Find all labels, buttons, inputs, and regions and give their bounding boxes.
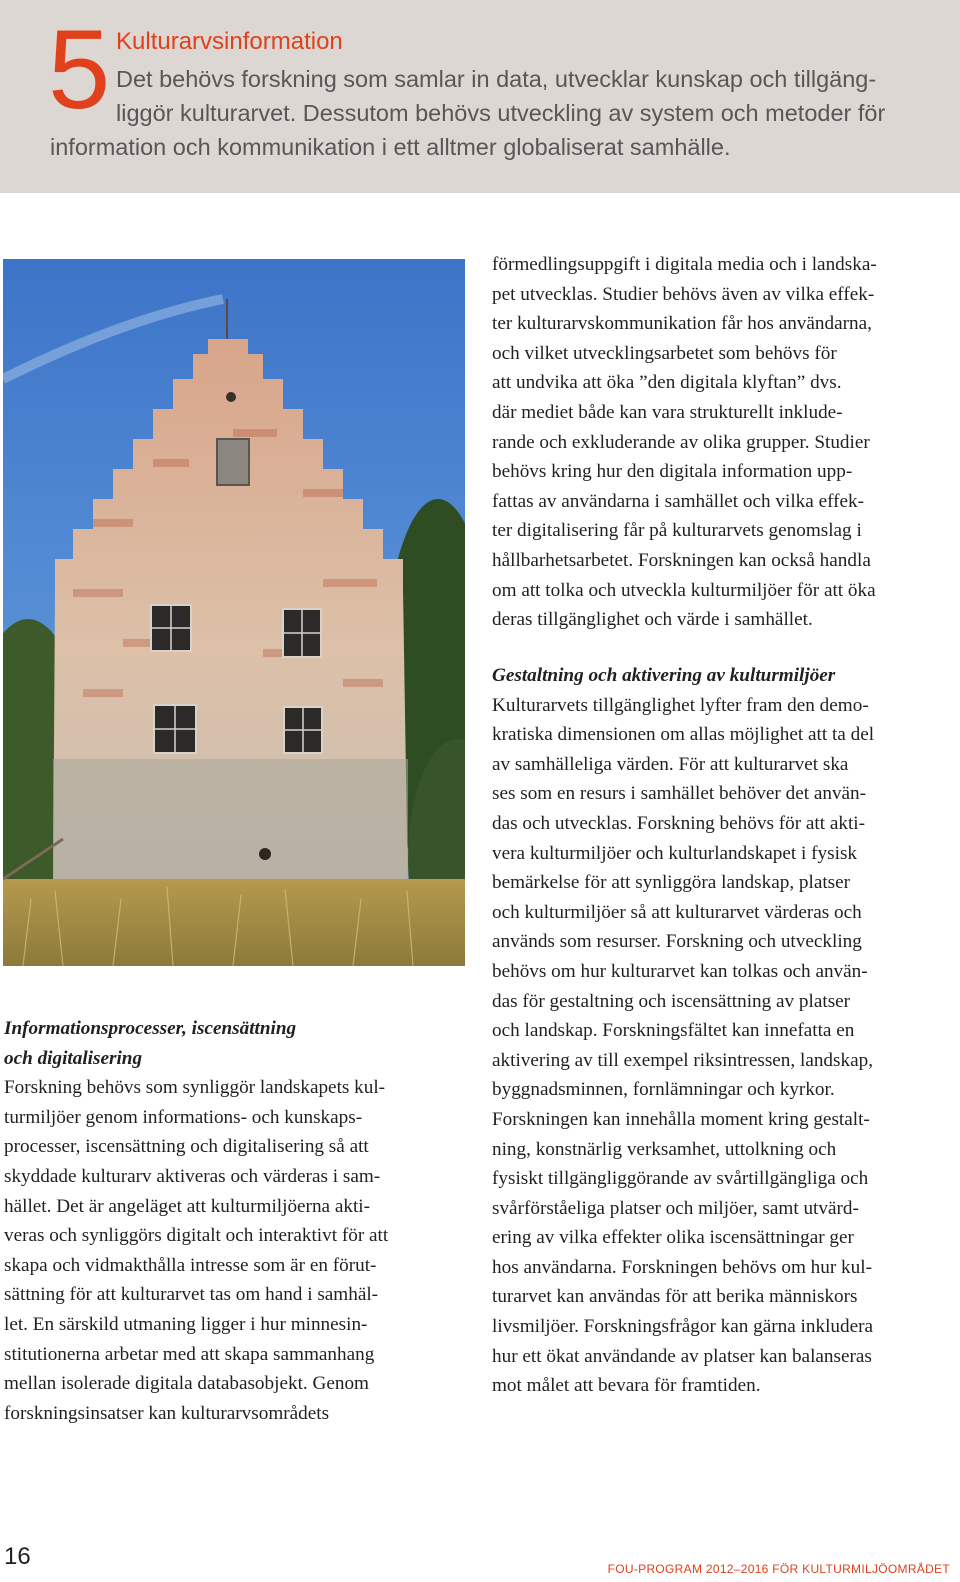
intro-line: liggör kulturarvet. Dessutom behövs utveckling av system och metoder för <box>116 100 886 126</box>
body-line: hos användarna. Forskningen behövs om hur kul- <box>492 1256 872 1278</box>
body-line: das för gestaltning och iscensättning av platser <box>492 990 851 1012</box>
body-line: kratiska dimensionen om allas möjlighet att ta del <box>492 724 875 746</box>
body-line: ter digitalisering får på kulturarvets genomslag i <box>492 520 862 542</box>
body-line: behövs om hur kulturarvet kan tolkas och använ- <box>492 960 868 982</box>
body-line: veras och synliggörs digitalt och interaktivt för att <box>4 1225 389 1247</box>
body-line: fysiskt tillgängliggörande av svårtillgängliga och <box>492 1168 869 1190</box>
body-line: bemärkelse för att synliggöra landskap, platser <box>492 872 851 894</box>
body-line: deras tillgänglighet och värde i samhället. <box>492 609 813 631</box>
body-line: aktivering av till exempel riksintressen, landskap, <box>492 1049 873 1071</box>
body-line: av samhälleliga värden. För att kulturarvet ska <box>492 753 849 775</box>
body-line: stitutionerna arbetar med att skapa sammanhang <box>4 1343 375 1365</box>
body-line: livsmiljöer. Forskningsfrågor kan gärna inkludera <box>492 1316 874 1338</box>
intro-line: information och kommunikation i ett alltmer globaliserat samhälle. <box>50 134 731 160</box>
right-column <box>492 250 954 635</box>
body-line: skyddade kulturarv aktiveras och värderas i sam- <box>4 1165 381 1187</box>
body-line: och landskap. Forskningsfältet kan innefatta en <box>492 1020 855 1042</box>
body-line: hållbarhetsarbetet. Forskningen kan också handla <box>492 549 871 571</box>
body-line: mellan isolerade digitala databasobjekt. Genom <box>4 1373 369 1395</box>
body-line: sättning för att kulturarvet tas om hand i samhäl- <box>4 1284 379 1306</box>
body-line: pet utvecklas. Studier behövs även av vilka effek- <box>492 283 875 305</box>
body-line: Kulturarvets tillgänglighet lyfter fram den demo- <box>492 694 869 716</box>
body-line: behövs kring hur den digitala information upp- <box>492 461 853 483</box>
body-line: ses som en resurs i samhället behöver det använ- <box>492 783 867 805</box>
photo-illustration <box>3 259 465 966</box>
section-heading: och digitalisering <box>4 1047 143 1069</box>
section-heading: Informationsprocesser, iscensättning <box>4 1018 297 1039</box>
body-line: hur ett ökat användande av platser kan balanseras <box>492 1345 872 1367</box>
chapter-title: Kulturarvsinformation <box>116 28 343 55</box>
body-line: mot målet att bevara för framtiden. <box>492 1375 761 1397</box>
body-line: Forskning behövs som synliggör landskapets kul- <box>4 1077 386 1099</box>
running-footer: FOU-PROGRAM 2012–2016 FÖR KULTURMILJÖOMRÅDET <box>607 1562 950 1576</box>
stone-house-photo <box>3 259 465 966</box>
body-line: ning, konstnärlig verksamhet, uttolkning och <box>492 1138 837 1160</box>
body-line: hället. Det är angeläget att kulturmiljöerna akti- <box>4 1195 371 1217</box>
section-heading: Gestaltning och aktivering av kulturmiljöer <box>492 665 836 686</box>
chapter-intro <box>0 62 940 164</box>
chapter-header <box>0 0 960 193</box>
body-line: att undvika att öka ”den digitala klyftan” dvs. <box>492 372 842 394</box>
body-line: om att tolka och utveckla kulturmiljöer för att öka <box>492 579 876 601</box>
body-line: där mediet både kan vara strukturellt inklude- <box>492 401 843 423</box>
body-line: vera kulturmiljöer och kulturlandskapet i fysisk <box>492 842 858 864</box>
body-line: och kulturmiljöer så att kulturarvet värderas och <box>492 901 862 923</box>
body-line: skapa och vidmakthålla intresse som är en förut- <box>4 1254 377 1276</box>
body-line: let. En särskild utmaning ligger i hur minnesin- <box>4 1313 368 1335</box>
body-line: turmiljöer genom informations- och kunskaps- <box>4 1106 363 1128</box>
body-line: rande och exkluderande av olika grupper. Studier <box>492 431 870 453</box>
body-line: ter kulturarvskommunikation får hos användarna, <box>492 313 872 335</box>
body-line: förmedlingsuppgift i digitala media och i landska- <box>492 254 877 275</box>
body-line: das och utvecklas. Forskning behövs för att akti- <box>492 812 866 834</box>
left-column <box>4 1014 474 1428</box>
body-line: och vilket utvecklingsarbetet som behövs för <box>492 342 837 364</box>
body-line: svårförståeliga platser och miljöer, samt utvärd- <box>492 1197 859 1219</box>
right-section-2 <box>492 661 954 1401</box>
body-line: fattas av användarna i samhället och vilka effek- <box>492 490 865 512</box>
intro-line: Det behövs forskning som samlar in data, utvecklar kunskap och tillgäng- <box>116 66 877 92</box>
chapter-number: 5 <box>48 7 111 132</box>
body-line: forskningsinsatser kan kulturarvsområdets <box>4 1402 330 1424</box>
body-line: turarvet kan användas för att berika människors <box>492 1286 858 1308</box>
body-line: byggnadsminnen, fornlämningar och kyrkor. <box>492 1079 835 1101</box>
body-line: Forskningen kan innehålla moment kring gestalt- <box>492 1108 870 1130</box>
body-line: används som resurser. Forskning och utveckling <box>492 931 862 953</box>
body-line: processer, iscensättning och digitalisering så att <box>4 1136 369 1158</box>
page-number: 16 <box>4 1543 31 1570</box>
body-line: ering av vilka effekter olika iscensättningar ger <box>492 1227 854 1249</box>
